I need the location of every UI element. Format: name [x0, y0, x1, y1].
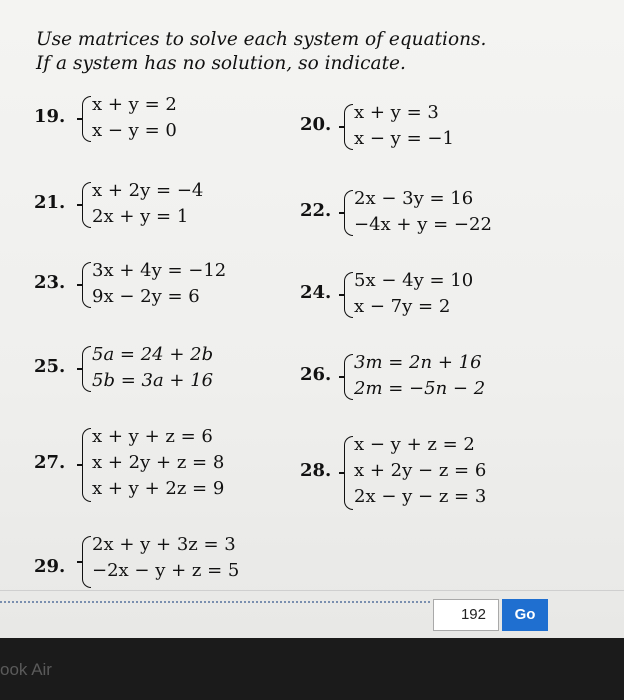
problem-20	[300, 100, 520, 156]
problem-number: 20.	[300, 114, 332, 135]
equation-list	[92, 532, 239, 584]
problem-28	[300, 432, 530, 516]
equation-list	[92, 342, 213, 394]
page-navigation-bar	[0, 590, 624, 639]
instructions-text: Use matrices to solve each system of equations. If a system has no solution, so indicate.	[36, 29, 487, 74]
page-number-input[interactable]: 192	[433, 599, 499, 631]
problem-24	[300, 268, 520, 324]
brace	[82, 182, 91, 228]
equation: 2x − 3y = 16	[354, 188, 474, 209]
equation: 2x + y + 3z = 3	[92, 534, 236, 555]
equation: x − 7y = 2	[354, 296, 451, 317]
equation: −4x + y = −22	[354, 214, 492, 235]
equation: 3m = 2n + 16	[354, 352, 482, 373]
brace	[344, 272, 353, 318]
brace	[344, 354, 353, 400]
problem-number: 19.	[34, 106, 66, 127]
problem-27	[34, 424, 264, 508]
equation: x − y = 0	[92, 120, 177, 141]
problem-number: 23.	[34, 272, 66, 293]
equation: −2x − y + z = 5	[92, 560, 240, 581]
equation: 3x + 4y = −12	[92, 260, 227, 281]
equation-list	[92, 178, 203, 230]
problem-number: 29.	[34, 556, 66, 577]
problem-26	[300, 350, 530, 406]
equation-list	[92, 424, 224, 502]
equation: x + 2y + z = 8	[92, 452, 225, 473]
equation-list	[354, 350, 485, 402]
equation-list	[354, 186, 492, 238]
brace	[344, 104, 353, 150]
equation-list	[354, 432, 486, 510]
problem-number: 25.	[34, 356, 66, 377]
equation-list	[92, 92, 177, 144]
brace	[344, 436, 353, 510]
problem-number: 24.	[300, 282, 332, 303]
equation: 2m = −5n − 2	[354, 378, 486, 399]
problem-number: 22.	[300, 200, 332, 221]
problem-25	[34, 342, 264, 398]
equation: x + y = 2	[92, 94, 177, 115]
brace	[82, 346, 91, 392]
brace	[82, 428, 91, 502]
brace	[82, 262, 91, 308]
problem-21	[34, 178, 254, 234]
equation: x − y + z = 2	[354, 434, 475, 455]
problem-19	[34, 92, 254, 148]
equation: 5x − 4y = 10	[354, 270, 474, 291]
equation: x + y + z = 6	[92, 426, 213, 447]
problem-number: 21.	[34, 192, 66, 213]
equation: 5b = 3a + 16	[92, 370, 214, 391]
brace	[344, 190, 353, 236]
brace	[82, 96, 91, 142]
problem-22	[300, 186, 530, 242]
problem-number: 27.	[34, 452, 66, 473]
equation: x + 2y − z = 6	[354, 460, 487, 481]
equation-list	[354, 268, 473, 320]
equation: 2x + y = 1	[92, 206, 189, 227]
problem-number: 26.	[300, 364, 332, 385]
problem-number: 28.	[300, 460, 332, 481]
equation-list	[354, 100, 454, 152]
device-bezel-label: ook Air	[0, 660, 52, 679]
equation: 5a = 24 + 2b	[92, 344, 214, 365]
equation: 9x − 2y = 6	[92, 286, 200, 307]
equation: 2x − y − z = 3	[354, 486, 487, 507]
problem-23	[34, 258, 264, 314]
equation: x + y + 2z = 9	[92, 478, 225, 499]
page-progress-track[interactable]	[0, 601, 430, 604]
equation: x + 2y = −4	[92, 180, 204, 201]
equation: x + y = 3	[354, 102, 439, 123]
equation: x − y = −1	[354, 128, 454, 149]
brace	[82, 536, 91, 588]
equation-list	[92, 258, 226, 310]
go-button[interactable]: Go	[502, 599, 548, 631]
problem-29	[34, 532, 274, 588]
